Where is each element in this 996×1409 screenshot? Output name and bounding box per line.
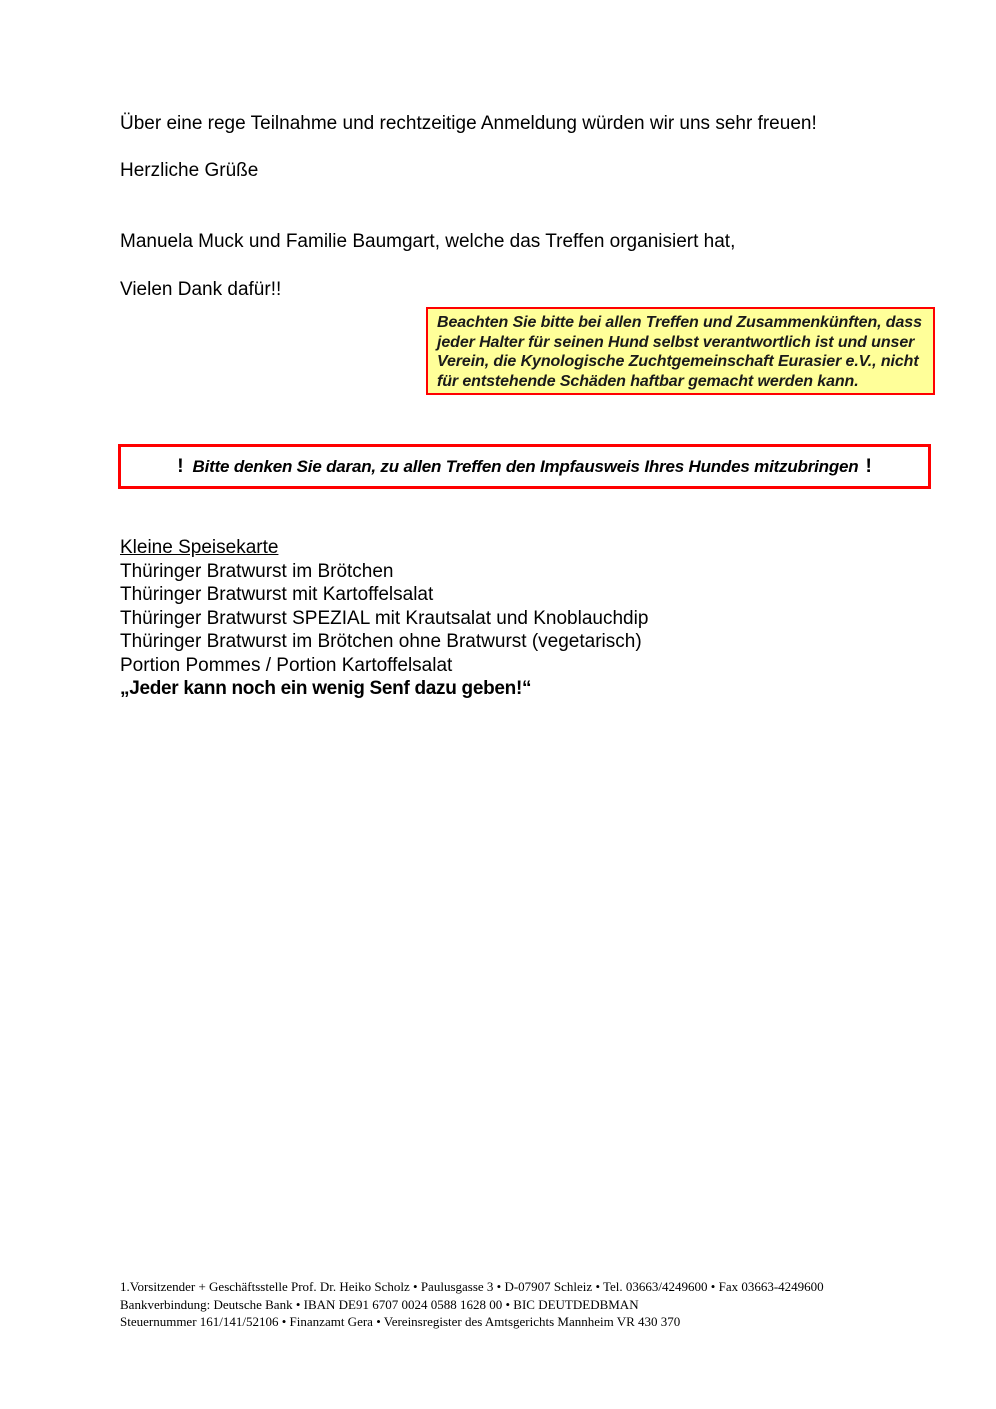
footer <box>120 1278 910 1331</box>
vaccination-reminder-text: Bitte denken Sie daran, zu allen Treffen den Impfausweis Ihres Hundes mitzubringen <box>192 456 859 476</box>
menu-item: Thüringer Bratwurst SPEZIAL mit Krautsalat und Knoblauchdip <box>120 607 649 629</box>
menu-item: Thüringer Bratwurst im Brötchen ohne Bratwurst (vegetarisch) <box>120 631 642 652</box>
footer-line: Steuernummer 161/141/52106 • Finanzamt Gera • Vereinsregister des Amtsgerichts Mannheim VR 430 370 <box>120 1314 681 1329</box>
exclamation-mark-right: ! <box>865 455 872 477</box>
menu-item: Thüringer Bratwurst im Brötchen <box>120 560 394 582</box>
menu-list <box>120 560 820 678</box>
liability-notice-line: Beachten Sie bitte bei allen Treffen und Zusammenkünften, dass <box>437 314 922 331</box>
menu-item: Thüringer Bratwurst mit Kartoffelsalat <box>120 584 434 605</box>
menu-item: Portion Pommes / Portion Kartoffelsalat <box>120 654 453 676</box>
liability-notice-line: für entstehende Schäden haftbar gemacht werden kann. <box>437 372 859 390</box>
liability-notice-line: jeder Halter für seinen Hund selbst verantwortlich ist und unser <box>437 333 915 351</box>
participation-paragraph: Über eine rege Teilnahme und rechtzeitige Anmeldung würden wir uns sehr freuen! <box>120 113 817 134</box>
thanks-line-1: Manuela Muck und Familie Baumgart, welche das Treffen organisiert hat, <box>120 231 736 252</box>
exclamation-mark-left: ! <box>177 455 184 477</box>
menu-closing-note: „Jeder kann noch ein wenig Senf dazu geben!“ <box>120 678 532 699</box>
vaccination-reminder-box <box>118 444 931 489</box>
liability-notice-line: Verein, die Kynologische Zuchtgemeinschaft Eurasier e.V., nicht <box>437 353 919 370</box>
menu-section <box>120 536 820 701</box>
greeting-text: Herzliche Grüße <box>120 160 259 181</box>
footer-line: 1.Vorsitzender + Geschäftsstelle Prof. Dr. Heiko Scholz • Paulusgasse 3 • D-07907 Schleiz • Tel. 03663/4249600 • Fax 03663-4249600 <box>120 1279 824 1294</box>
footer-line: Bankverbindung: Deutsche Bank • IBAN DE91 6707 0024 0588 1628 00 • BIC DEUTDEDBMAN <box>120 1296 639 1312</box>
menu-heading: Kleine Speisekarte <box>120 537 279 558</box>
thanks-line-2: Vielen Dank dafür!! <box>120 279 282 300</box>
liability-notice-text <box>437 313 925 391</box>
liability-notice-box <box>426 307 935 395</box>
